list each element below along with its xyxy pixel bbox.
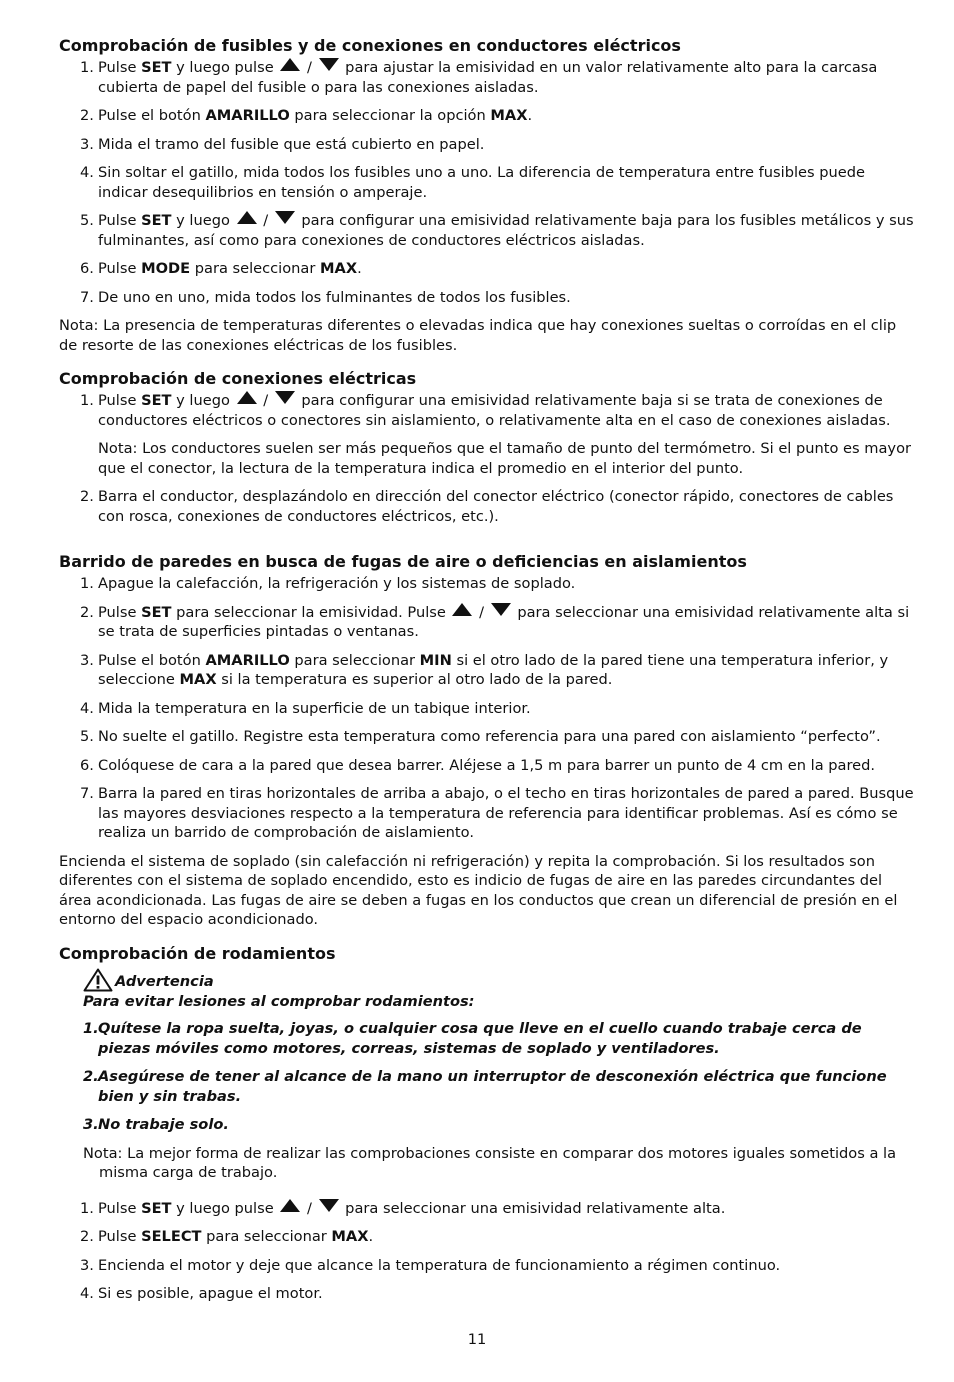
list-item: 6. Colóquese de cara a la pared que desea barrer. Aléjese a 1,5 m para barrer un punto de 4 cm en la pared. [80,756,876,774]
list-item: 4. Sin soltar el gatillo, mida todos los fusibles uno a uno. La diferencia de temperatura entre fusibles puede indicar desequilibrios en tensión o amperaje. [80,164,865,201]
arrow-up-icon [452,603,472,616]
list-item: 4. Mida la temperatura en la superficie de un tabique interior. [80,699,531,717]
list-bearings [59,1199,917,1304]
note-walls: Encienda el sistema de soplado (sin calefacción ni refrigeración) y repita la comprobación. Si los resultados son diferentes con el sistema de soplado encendido, esto es indicio de fugas de aire en las paredes circundantes del área acondicionada. Las fugas de aire se deben a fugas en los conductos que crean un diferencial de presión en el entorno del espacio acondicionado. [59,852,898,928]
list-item: 3. Mida el tramo del fusible que está cubierto en papel. [80,135,485,153]
page-number: 11 [467,1331,487,1348]
list-item: 2. Pulse el botón AMARILLO para seleccionar la opción MAX. [80,107,533,124]
page-content [59,36,917,1318]
list-item: 1. Pulse SET y luego pulse / para seleccionar una emisividad relativamente alta. [80,1199,726,1217]
list-fuses [59,58,917,307]
arrow-down-icon [491,603,511,616]
list-item: 2. Pulse SELECT para seleccionar MAX. [80,1228,374,1245]
arrow-up-icon [280,58,300,71]
list-walls [59,574,917,843]
arrow-up-icon [237,391,257,404]
list-item: 2. Barra el conductor, desplazándolo en dirección del conector eléctrico (conector rápido, conectores de cables con rosca, conexiones de conductores eléctricos, etc.). [80,488,894,525]
list-item: 1. Pulse SET y luego / para configurar una emisividad relativamente baja si se trata de conexiones de conductores eléctricos o conectores sin aislamiento, o relativamente alta en el caso de conexiones aisladas. Nota: Los conductores suelen ser más pequeños que el tamaño de punto del termómetro. Si el punto es mayor que el conector, la lectura de la temperatura indica el promedio en el interior del punto. [59,391,917,478]
list-item: 4. Si es posible, apague el motor. [80,1285,323,1302]
list-connections [59,391,917,526]
list-item: 5. Pulse SET y luego / para configurar una emisividad relativamente baja para los fusibles metálicos y sus fulminantes, así como para conexiones de conductores eléctricos aisladas. [80,212,914,249]
list-item: 2. Pulse SET para seleccionar la emisividad. Pulse / para seleccionar una emisividad relativamente alta si se trata de superficies pintadas o ventanas. [80,603,910,640]
arrow-down-icon [319,58,339,71]
list-item: 3. No trabaje solo. [83,1116,229,1133]
warning-header [83,968,917,992]
warning-label: Advertencia [115,973,214,990]
warning-intro: Para evitar lesiones al comprobar rodamientos: [83,992,475,1010]
list-item: 3. Encienda el motor y deje que alcance la temperatura de funcionamiento a régimen continuo. [80,1256,781,1274]
list-item: 1. Apague la calefacción, la refrigeración y los sistemas de soplado. [80,575,576,592]
arrow-down-icon [275,211,295,224]
arrow-down-icon [275,391,295,404]
note-fuses: Nota: La presencia de temperaturas diferentes o elevadas indica que hay conexiones sueltas o corroídas en el clip de resorte de las conexiones eléctricas de los fusibles. [59,317,897,354]
list-item: 3. Pulse el botón AMARILLO para seleccionar MIN si el otro lado de la pared tiene una temperatura inferior, y seleccione MAX si la temperatura es superior al otro lado de la pared. [80,651,889,688]
list-item: 6. Pulse MODE para seleccionar MAX. [80,260,362,277]
list-item: 1. Pulse SET y luego pulse / para ajustar la emisividad en un valor relativamente alto para la carcasa cubierta de papel del fusible o para las conexiones aisladas. [80,59,878,96]
list-item: 7. Barra la pared en tiras horizontales de arriba a abajo, o el techo en tiras horizontales de pared a pared. Busque las mayores desviaciones respecto a la temperatura de referencia para identificar problemas. Así es cómo se realiza un barrido de comprobación de aislamiento. [80,785,914,841]
note-bearings: Nota: La mejor forma de realizar las comprobaciones consiste en comparar dos motores iguales sometidos a la misma carga de trabajo. [83,1144,897,1181]
warning-icon [83,968,113,992]
subnote: Nota: Los conductores suelen ser más pequeños que el tamaño de punto del termómetro. Si el punto es mayor que el conector, la lectura de la temperatura indica el promedio en el interior del punto. [98,440,912,477]
arrow-down-icon [319,1199,339,1212]
arrow-up-icon [280,1199,300,1212]
section-title-walls: Barrido de paredes en busca de fugas de aire o deficiencias en aislamientos [59,552,747,571]
section-bearings [59,944,917,1304]
arrow-up-icon [237,211,257,224]
list-item: 5. No suelte el gatillo. Registre esta temperatura como referencia para una pared con aislamiento “perfecto”. [80,728,881,745]
section-connections [59,369,917,526]
list-warning [83,1019,917,1135]
list-item: 1. Quítese la ropa suelta, joyas, o cualquier cosa que lleve en el cuello cuando trabaje cerca de piezas móviles como motores, correas, sistemas de soplado y ventiladores. [83,1020,862,1057]
section-walls [59,552,917,930]
list-item: 7. De uno en uno, mida todos los fulminantes de todos los fusibles. [80,288,571,306]
list-item: 2. Asegúrese de tener al alcance de la mano un interruptor de desconexión eléctrica que funcione bien y sin trabas. [83,1068,887,1105]
section-title-connections: Comprobación de conexiones eléctricas [59,369,417,388]
section-fuses [59,36,917,355]
warning-box [59,968,917,1135]
section-title-fuses: Comprobación de fusibles y de conexiones en conductores eléctricos [59,36,681,55]
section-title-bearings: Comprobación de rodamientos [59,943,336,963]
